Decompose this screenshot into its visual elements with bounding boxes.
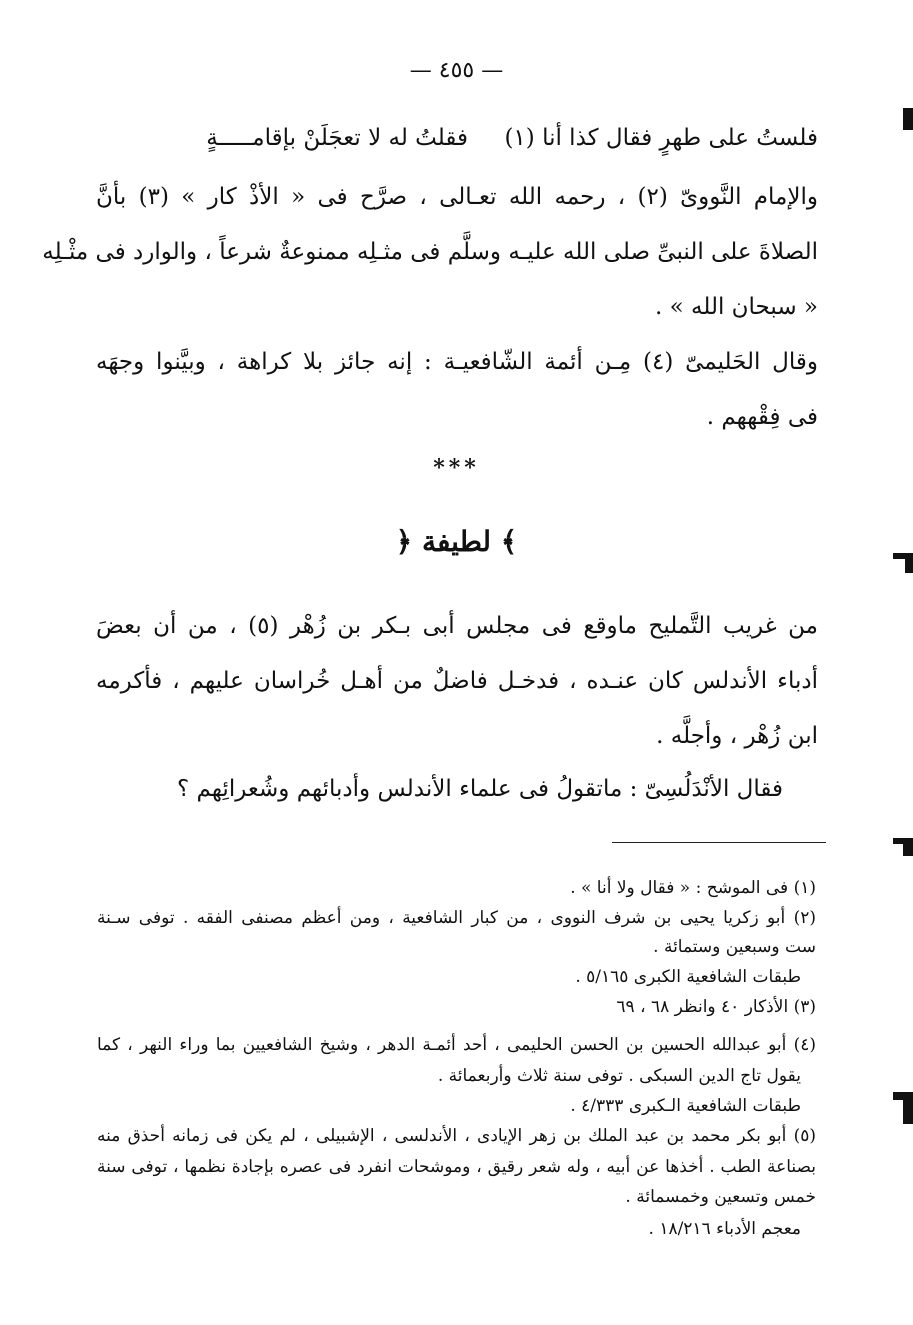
section-divider-asterisks: *** [433, 455, 480, 481]
body-line: « سبحان الله » . [655, 294, 818, 320]
footnote-line: (٣) الأذكار ٤٠ وانظر ٦٨ ، ٦٩ [616, 997, 816, 1017]
footnote-line: طبقات الشافعية الكبرى ٥/١٦٥ . [575, 967, 801, 987]
section-line: أدباء الأندلس كان عنـده ، فدخـل فاضلٌ من أهـل خُراسان عليهم ، فأكرمه [96, 668, 818, 694]
footnote-separator [612, 842, 826, 843]
section-heading: ﴿ لطيفة ﴾ [395, 525, 518, 558]
footnote-line: خمس وتسعين وخمسمائة . [625, 1187, 816, 1207]
body-line: فى فِقْههم . [706, 404, 818, 430]
scan-edge-mark [903, 1100, 913, 1124]
footnote-line: يقول تاج الدين السبكى . توفى سنة ثلاث وأربعمائة . [437, 1066, 801, 1086]
footnote-line: (٥) أبو بكر محمد بن عبد الملك بن زهر الإيادى ، الأندلسى ، الإشبيلى ، لم يكن فى زمانه أحذق منه [97, 1126, 816, 1146]
scan-edge-mark [903, 108, 913, 130]
footnote-line: (١) فى الموشح : « فقال ولا أنا » . [570, 878, 816, 898]
footnote-line: معجم الأدباء ١٨/٢١٦ . [648, 1219, 801, 1239]
page-number: — ٤٥٥ — [409, 58, 504, 83]
scan-edge-mark [903, 844, 913, 856]
footnote-line: (٢) أبو زكريا يحيى بن شرف النووى ، من كبار الشافعية ، ومن أعظم مصنفى الفقه . توفى سـنة [97, 908, 816, 928]
section-line: فقال الأنْدَلُسِىّ : ماتقولُ فى علماء الأندلس وأدبائهم وشُعرائِهم ؟ [177, 776, 783, 802]
footnote-line: (٤) أبو عبدالله الحسين بن الحسن الحليمى ، أحد أئمـة الدهر ، وشيخ الشافعيين بما وراء النهر ، كما [97, 1035, 816, 1055]
footnote-line: بصناعة الطب . أخذها عن أبيه ، وله شعر رقيق ، وموشحات انفرد فى عصره بإجادة نظمها ، توفى سنة [97, 1157, 816, 1177]
scan-edge-mark [893, 1092, 913, 1100]
verse-first-hemistich: فقلتُ له لا تعجَلَنْ بإقامـــــةٍ [206, 125, 468, 151]
section-line: ابن زُهْر ، وأجلَّه . [656, 723, 818, 749]
footnote-line: ست وسبعين وستمائة . [653, 937, 816, 957]
verse-second-hemistich: فلستُ على طهرٍ فقال كذا أنا (١) [504, 125, 818, 151]
body-line: والإمام النَّووىّ (٢) ، رحمه الله تعـالى ، صرَّح فى « الأذْ كار » (٣) بأنَّ [96, 184, 818, 210]
footnote-line: طبقات الشافعية الـكبرى ٤/٣٣٣ . [570, 1096, 801, 1116]
section-line: من غريب التَّمليح ماوقع فى مجلس أبى بـكر بن زُهْر (٥) ، من أن بعضَ [96, 613, 818, 639]
scan-edge-mark [905, 559, 913, 573]
body-line: الصلاةَ على النبىِّ صلى الله عليـه وسلَّم فى مثـلِه ممنوعةٌ شرعاً ، والوارد فى مثْـلِه [42, 239, 818, 265]
body-line: وقال الحَليمىّ (٤) مِـن أئمة الشّافعيـة : إنه جائز بلا كراهة ، وبيَّنوا وجهَه [96, 349, 818, 375]
